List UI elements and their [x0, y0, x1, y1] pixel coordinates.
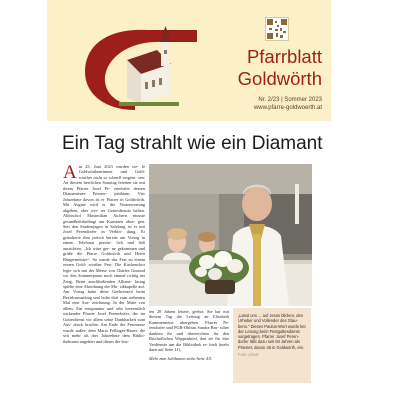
article-reference: Mehr zum Jubilanten siehe Seite 4/5.: [149, 355, 213, 361]
photo-credit: Foto: privat: [238, 352, 259, 358]
article-text-column-1: m 25. Juni 2023 wurden vie- le Goldwörthnerinnen und Gold- wörther nicht so schnell vergess- sen: An diesem herrlichen Sonntag feierten sie mit ihrem Pfarrer Josef Pe- rendorfer dessen Diamantenes Priester- jubiläum. Vier Jahrzehnte davon ist er Pfarrer in Goldwörth. Mit August wird er die Verantwortung abgeben, aber wei- ter Gottesdienste halten. Altbischof Maximilian Aichern musste gesundheitsbedingt am Kommen absa- gen. Seit den Studienjagen in Salzburg ist er mit Josef Perendorfer in Verbin- dung. Er gratulierte ihm jedoch bereits am Vortag in einem Telefonat persön- lich und ließ ausrichten: „Ich wäre ger- ne gekommen und grüße die Pfarre Goldwörth und Herrn Bürgermeister“. So wurde das Fest zu einem reinen Gold- wörther Fest: Die Kirchenchor legte sich mit der Messe von Charles Gounod vor den Sommerpause noch einmal richtig ins Zeug. Beim anschließenden Allianz- kirtag spielte eine Abordnung der Mu- sikkapelle auf. Am Vortag hatte diese Geehrenzeit beim Bezirksmusiktag und holte dort zum siebenten Mal eine Aus- zeichnung. In der Mitte von allem: Ein entspannter und sehr herzenslich wirkender Pfarrer Josef Perendorfer, der im Gottesdienst vor allem seine Dankbarkeit zum Aus- druck brachte. Am Ende der Festmesse wurde außer- dem Maria Fellinger-Hauer, die seit mehr als drei Jahrzehnte dem Biblio- thekteam angehört und dieses die letz-: [63, 164, 145, 344]
article-photo: [149, 164, 312, 306]
article-column-2: [149, 309, 229, 395]
qr-code-icon: [265, 17, 289, 41]
masthead-title: [202, 46, 322, 90]
masthead-title-line2: Goldwörth: [237, 68, 322, 89]
drop-cap: A: [63, 164, 77, 183]
website-link[interactable]: www.pfarre-goldwoerth.at: [253, 105, 322, 111]
article-column-1: [63, 164, 145, 396]
masthead: [47, 0, 331, 121]
quote-text: „Lasst uns ... auf Jesus blicken, den Urheber und Vollender des Glau- bens." Dieses Paulus-Wort wurde bei der Lesung beim Festgottesdienst vorgetragen. Pfarrer Josef Peren- dorfer läßt dazu seit 60 Jahren als Priester, davon 40 in Goldwörth, ein.: [238, 313, 306, 350]
article-text-column-2: ten 28 Jahren leitete, geehrt. Sie hat mit diesem Tag die Leitung an Elisabeth Kammermeier übergeben. Pfarrer Pe- rendorfer und PGR-Obfrau Sandra Bru- scher dankten ihr und überreichten ihr den Bischöflichen Wappenbrief, den sie für ihre Verdienste um die Bibliothek er- hielt (mehr dazu auf Seite 11).: [149, 309, 229, 353]
church-logo-icon: [85, 24, 197, 110]
masthead-meta: [187, 96, 322, 112]
quote-box: [233, 308, 311, 383]
issue-number: Nr. 2/23 | Sommer 2023: [258, 97, 322, 103]
article-headline: Ein Tag strahlt wie ein Diamant: [62, 133, 323, 154]
masthead-title-line1: Pfarrblatt: [246, 46, 322, 67]
